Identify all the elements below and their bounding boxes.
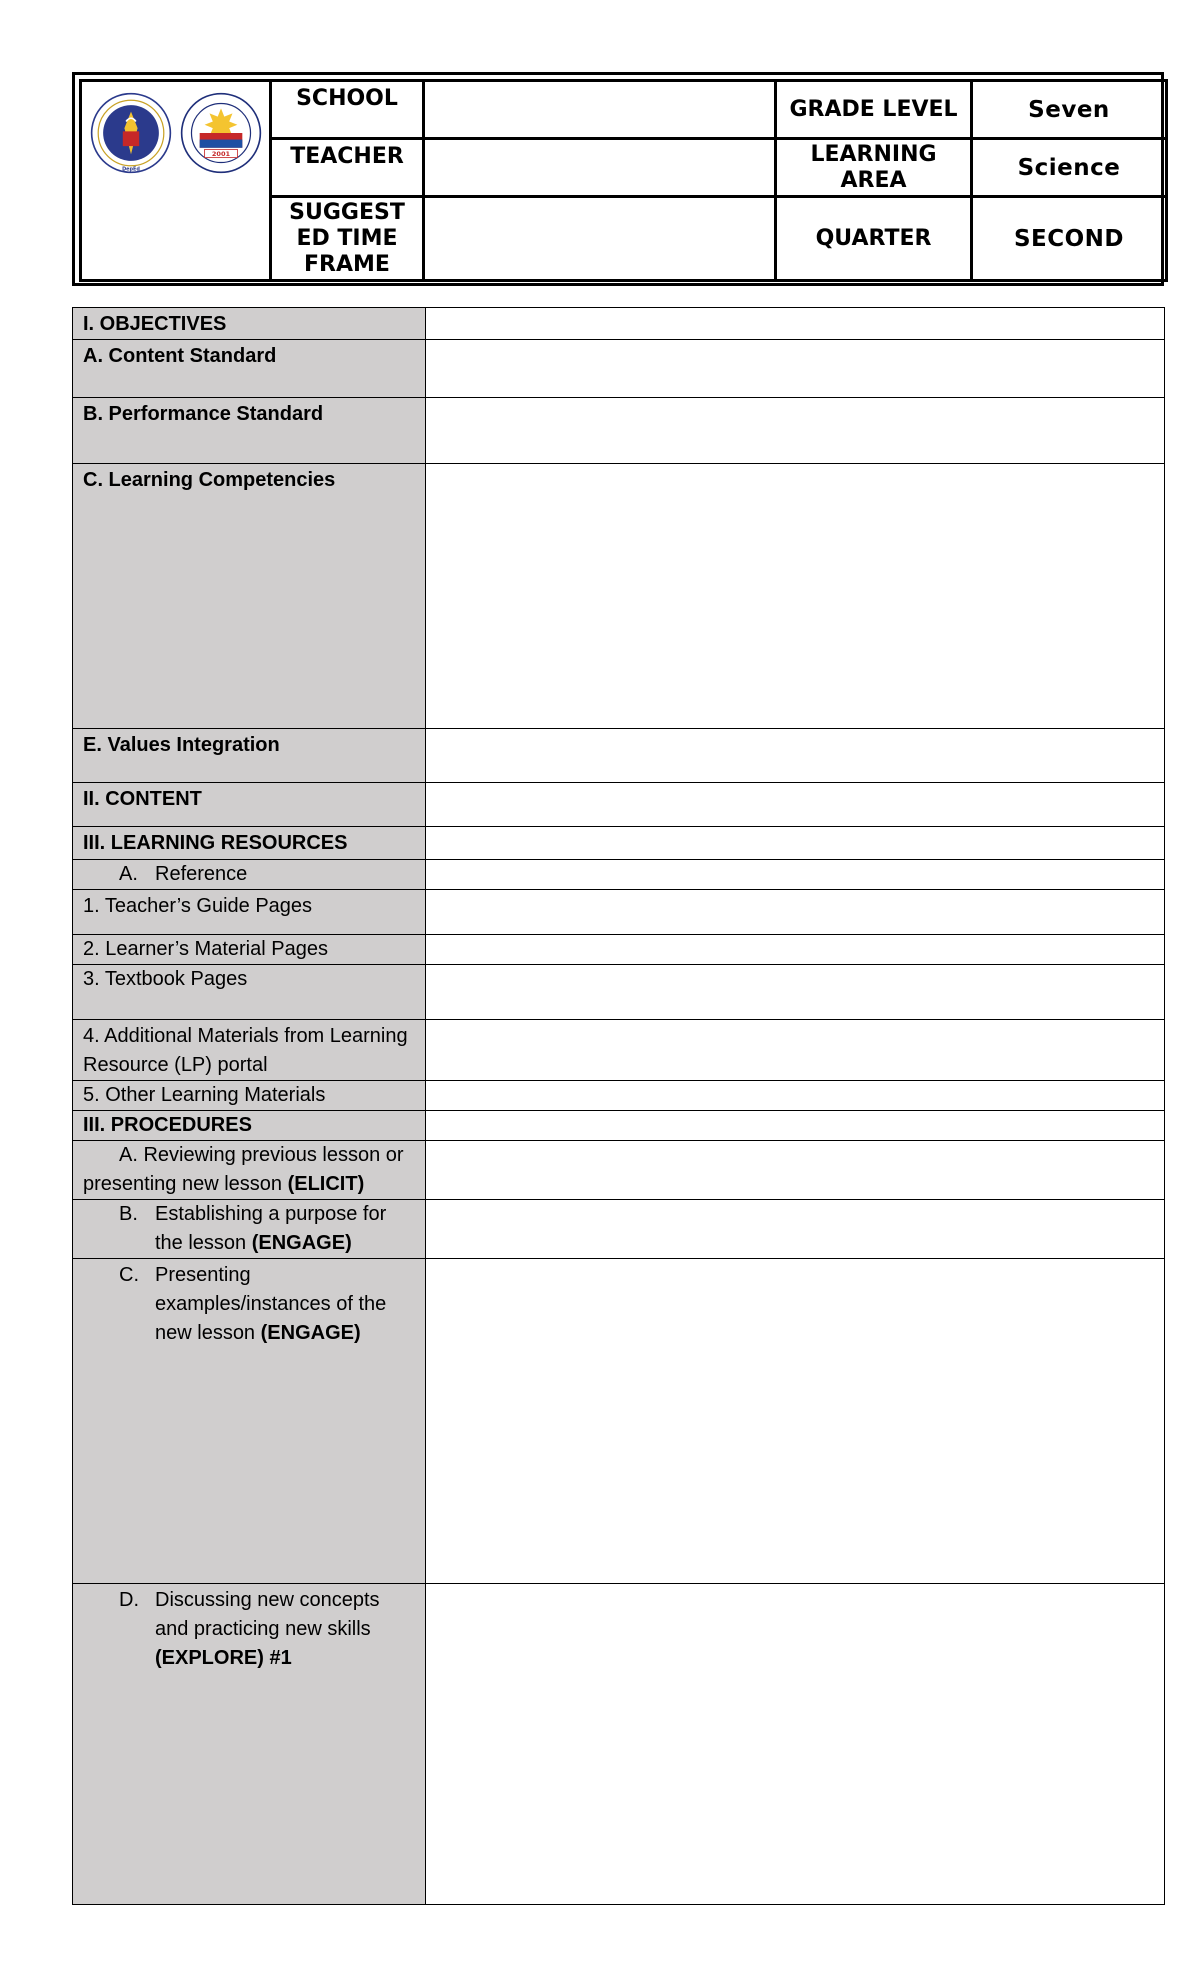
- svg-text:2001: 2001: [211, 149, 231, 158]
- reference-letter: A.: [119, 863, 138, 885]
- table-row: [73, 340, 1165, 398]
- textbook-pages-field[interactable]: [426, 965, 1165, 1020]
- proc-a-label: [73, 1141, 426, 1200]
- proc-c-field[interactable]: [426, 1259, 1165, 1584]
- learning-area-label: LEARNING AREA: [776, 139, 972, 197]
- table-row: [73, 827, 1165, 860]
- learning-resources-field[interactable]: [426, 827, 1165, 860]
- header-block: [72, 72, 1164, 286]
- procedures-field[interactable]: [426, 1111, 1165, 1141]
- objectives-heading: I. OBJECTIVES: [73, 308, 426, 340]
- values-integration-label: E. Values Integration: [73, 729, 426, 783]
- lm-pages-field[interactable]: [426, 935, 1165, 965]
- quarter-value[interactable]: SECOND: [972, 197, 1167, 281]
- other-materials-label: 5. Other Learning Materials: [73, 1081, 426, 1111]
- table-row: [73, 1020, 1165, 1081]
- proc-a-text: A. Reviewing previous lesson or presenting new lesson: [83, 1144, 404, 1195]
- proc-d-letter: D.: [119, 1589, 139, 1611]
- table-row: [73, 783, 1165, 827]
- learning-area-value[interactable]: Science: [972, 139, 1167, 197]
- values-integration-field[interactable]: [426, 729, 1165, 783]
- table-row: [73, 965, 1165, 1020]
- performance-standard-label: B. Performance Standard: [73, 398, 426, 464]
- teacher-field[interactable]: [424, 139, 776, 197]
- learning-competencies-field[interactable]: [426, 464, 1165, 729]
- logos-cell: [81, 81, 271, 281]
- proc-c-text: Presenting examples/instances of the new lesson: [155, 1264, 387, 1344]
- table-row: [73, 935, 1165, 965]
- reference-label: [73, 860, 426, 890]
- additional-materials-field[interactable]: [426, 1020, 1165, 1081]
- deped-seal-logo: [90, 92, 172, 174]
- procedures-heading: III. PROCEDURES: [73, 1111, 426, 1141]
- tg-pages-field[interactable]: [426, 890, 1165, 935]
- proc-b-label: [73, 1200, 426, 1259]
- lm-pages-label: 2. Learner’s Material Pages: [73, 935, 426, 965]
- grade-level-label: GRADE LEVEL: [776, 81, 972, 139]
- content-heading: II. CONTENT: [73, 783, 426, 827]
- proc-a-tag: (ELICIT): [287, 1173, 365, 1195]
- svg-text:DepEd: DepEd: [122, 166, 140, 173]
- quarter-label: QUARTER: [776, 197, 972, 281]
- school-label: SCHOOL: [271, 81, 424, 139]
- proc-d-label: [73, 1584, 426, 1905]
- additional-materials-label: 4. Additional Materials from Learning Resource (LP) portal: [73, 1020, 426, 1081]
- proc-c-letter: C.: [119, 1264, 139, 1286]
- proc-c-label: [73, 1259, 426, 1584]
- learning-competencies-label: C. Learning Competencies: [73, 464, 426, 729]
- table-row: [73, 1200, 1165, 1259]
- table-row: [73, 1259, 1165, 1584]
- proc-a-field[interactable]: [426, 1141, 1165, 1200]
- learning-resources-heading: III. LEARNING RESOURCES: [73, 827, 426, 860]
- proc-d-text: Discussing new concepts and practicing new skills: [155, 1589, 380, 1640]
- table-row: [73, 1584, 1165, 1905]
- teacher-label: TEACHER: [271, 139, 424, 197]
- other-materials-field[interactable]: [426, 1081, 1165, 1111]
- lesson-log-table: [72, 307, 1165, 1905]
- table-row: [73, 308, 1165, 340]
- content-field[interactable]: [426, 783, 1165, 827]
- reference-text: Reference: [155, 863, 248, 885]
- table-row: [73, 860, 1165, 890]
- table-row: [73, 464, 1165, 729]
- objectives-field[interactable]: [426, 308, 1165, 340]
- tg-pages-label: 1. Teacher’s Guide Pages: [73, 890, 426, 935]
- performance-standard-field[interactable]: [426, 398, 1165, 464]
- content-standard-field[interactable]: [426, 340, 1165, 398]
- proc-d-tag: (EXPLORE) #1: [155, 1647, 292, 1669]
- content-standard-label: A. Content Standard: [73, 340, 426, 398]
- school-field[interactable]: [424, 81, 776, 139]
- header-table: [79, 79, 1168, 282]
- table-row: [73, 890, 1165, 935]
- time-frame-field[interactable]: [424, 197, 776, 281]
- reference-field[interactable]: [426, 860, 1165, 890]
- table-row: [73, 1111, 1165, 1141]
- proc-c-tag: (ENGAGE): [260, 1322, 361, 1344]
- textbook-pages-label: 3. Textbook Pages: [73, 965, 426, 1020]
- proc-b-letter: B.: [119, 1203, 138, 1225]
- division-seal-logo: [180, 92, 262, 174]
- table-row: [73, 1081, 1165, 1111]
- table-row: [73, 398, 1165, 464]
- proc-d-field[interactable]: [426, 1584, 1165, 1905]
- proc-b-tag: (ENGAGE): [251, 1232, 352, 1254]
- proc-b-field[interactable]: [426, 1200, 1165, 1259]
- proc-b-text: Establishing a purpose for the lesson: [155, 1203, 387, 1254]
- time-frame-label: SUGGEST ED TIME FRAME: [271, 197, 424, 281]
- grade-level-value[interactable]: Seven: [972, 81, 1167, 139]
- table-row: [73, 1141, 1165, 1200]
- table-row: [73, 729, 1165, 783]
